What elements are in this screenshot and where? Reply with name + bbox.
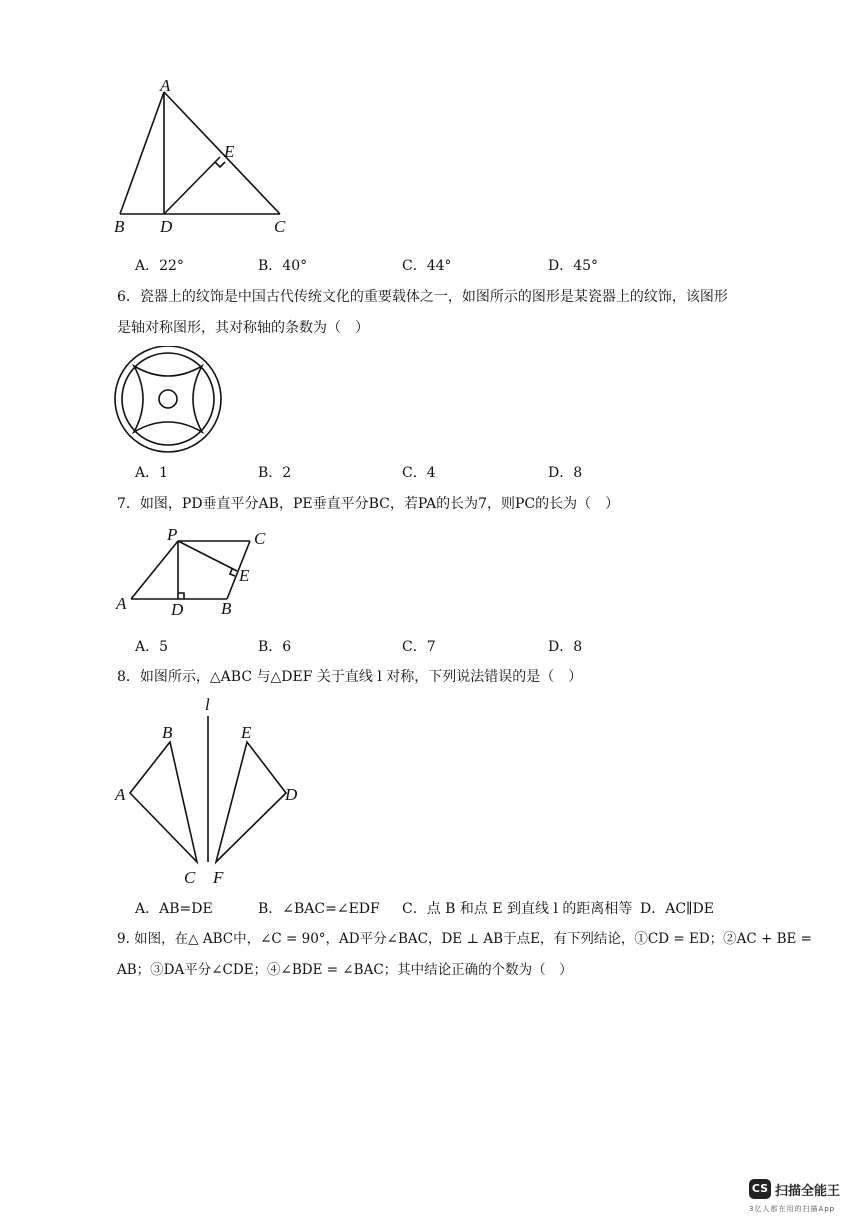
q8-label-a: A xyxy=(115,785,126,804)
q7-label-b: B xyxy=(221,599,232,618)
q9-stem-line1: 9. 如图，在△ ABC中，∠C = 90°，AD平分∠BAC，DE ⊥ AB于点E，有下列结论，①CD = ED；②AC + BE = xyxy=(117,931,812,947)
q8-option-b: B．∠BAC=∠EDF xyxy=(258,901,380,917)
scanner-app-name: 扫描全能王 xyxy=(775,1184,841,1199)
q8-option-a: A．AB=DE xyxy=(135,901,213,917)
q7-option-d: D．8 xyxy=(548,639,583,655)
q5-option-d: D．45° xyxy=(548,258,599,274)
q8-label-e: E xyxy=(241,723,252,742)
q7-label-p: P xyxy=(167,525,178,544)
q7-option-c: C．7 xyxy=(402,639,436,655)
q8-option-d: D．AC∥DE xyxy=(640,901,714,917)
q6-ornament-figure xyxy=(112,346,224,458)
q8-symmetry-figure xyxy=(110,690,330,890)
q7-stem-line1: 7．如图，PD垂直平分AB，PE垂直平分BC，若PA的长为7，则PC的长为（ ） xyxy=(117,496,620,512)
q5-option-a: A．22° xyxy=(135,258,184,274)
q7-label-c: C xyxy=(254,529,266,548)
q6-stem-line2: 是轴对称图形，其对称轴的条数为（ ） xyxy=(117,320,369,336)
q6-stem-line1: 6．瓷器上的纹饰是中国古代传统文化的重要载体之一，如图所示的图形是某瓷器上的纹饰，该图形 xyxy=(117,289,728,305)
q7-label-d: D xyxy=(171,600,184,619)
q8-option-c: C．点 B 和点 E 到直线 l 的距离相等 xyxy=(402,901,633,917)
q5-triangle-figure xyxy=(105,80,305,240)
q6-option-d: D．8 xyxy=(548,465,583,481)
q5-option-c: C．44° xyxy=(402,258,452,274)
q7-label-a: A xyxy=(116,594,127,613)
q5-option-b: B．40° xyxy=(258,258,308,274)
q5-label-a: A xyxy=(160,80,171,95)
q6-option-a: A．1 xyxy=(135,465,169,481)
q6-option-c: C．4 xyxy=(402,465,436,481)
q5-label-d: D xyxy=(160,217,173,236)
cs-logo-icon: CS xyxy=(749,1179,771,1199)
q8-stem-line1: 8．如图所示，△ABC 与△DEF 关于直线 l 对称，下列说法错误的是（ ） xyxy=(117,669,583,685)
q7-option-b: B．6 xyxy=(258,639,292,655)
q8-label-b: B xyxy=(162,723,173,742)
q7-label-e: E xyxy=(239,566,250,585)
q5-label-b: B xyxy=(114,217,125,236)
scanner-app-tagline: 3亿人都在用的扫描App xyxy=(749,1205,836,1213)
q8-label-l: l xyxy=(205,695,210,714)
q8-label-f: F xyxy=(213,868,224,887)
q8-label-c: C xyxy=(184,868,196,887)
q5-label-c: C xyxy=(274,217,286,236)
q6-option-b: B．2 xyxy=(258,465,292,481)
q7-quadrilateral-figure xyxy=(110,522,285,622)
q7-option-a: A．5 xyxy=(135,639,169,655)
q5-label-e: E xyxy=(224,142,235,161)
q9-stem-line2: AB；③DA平分∠CDE；④∠BDE = ∠BAC；其中结论正确的个数为（ ） xyxy=(117,962,573,978)
q8-label-d: D xyxy=(285,785,298,804)
